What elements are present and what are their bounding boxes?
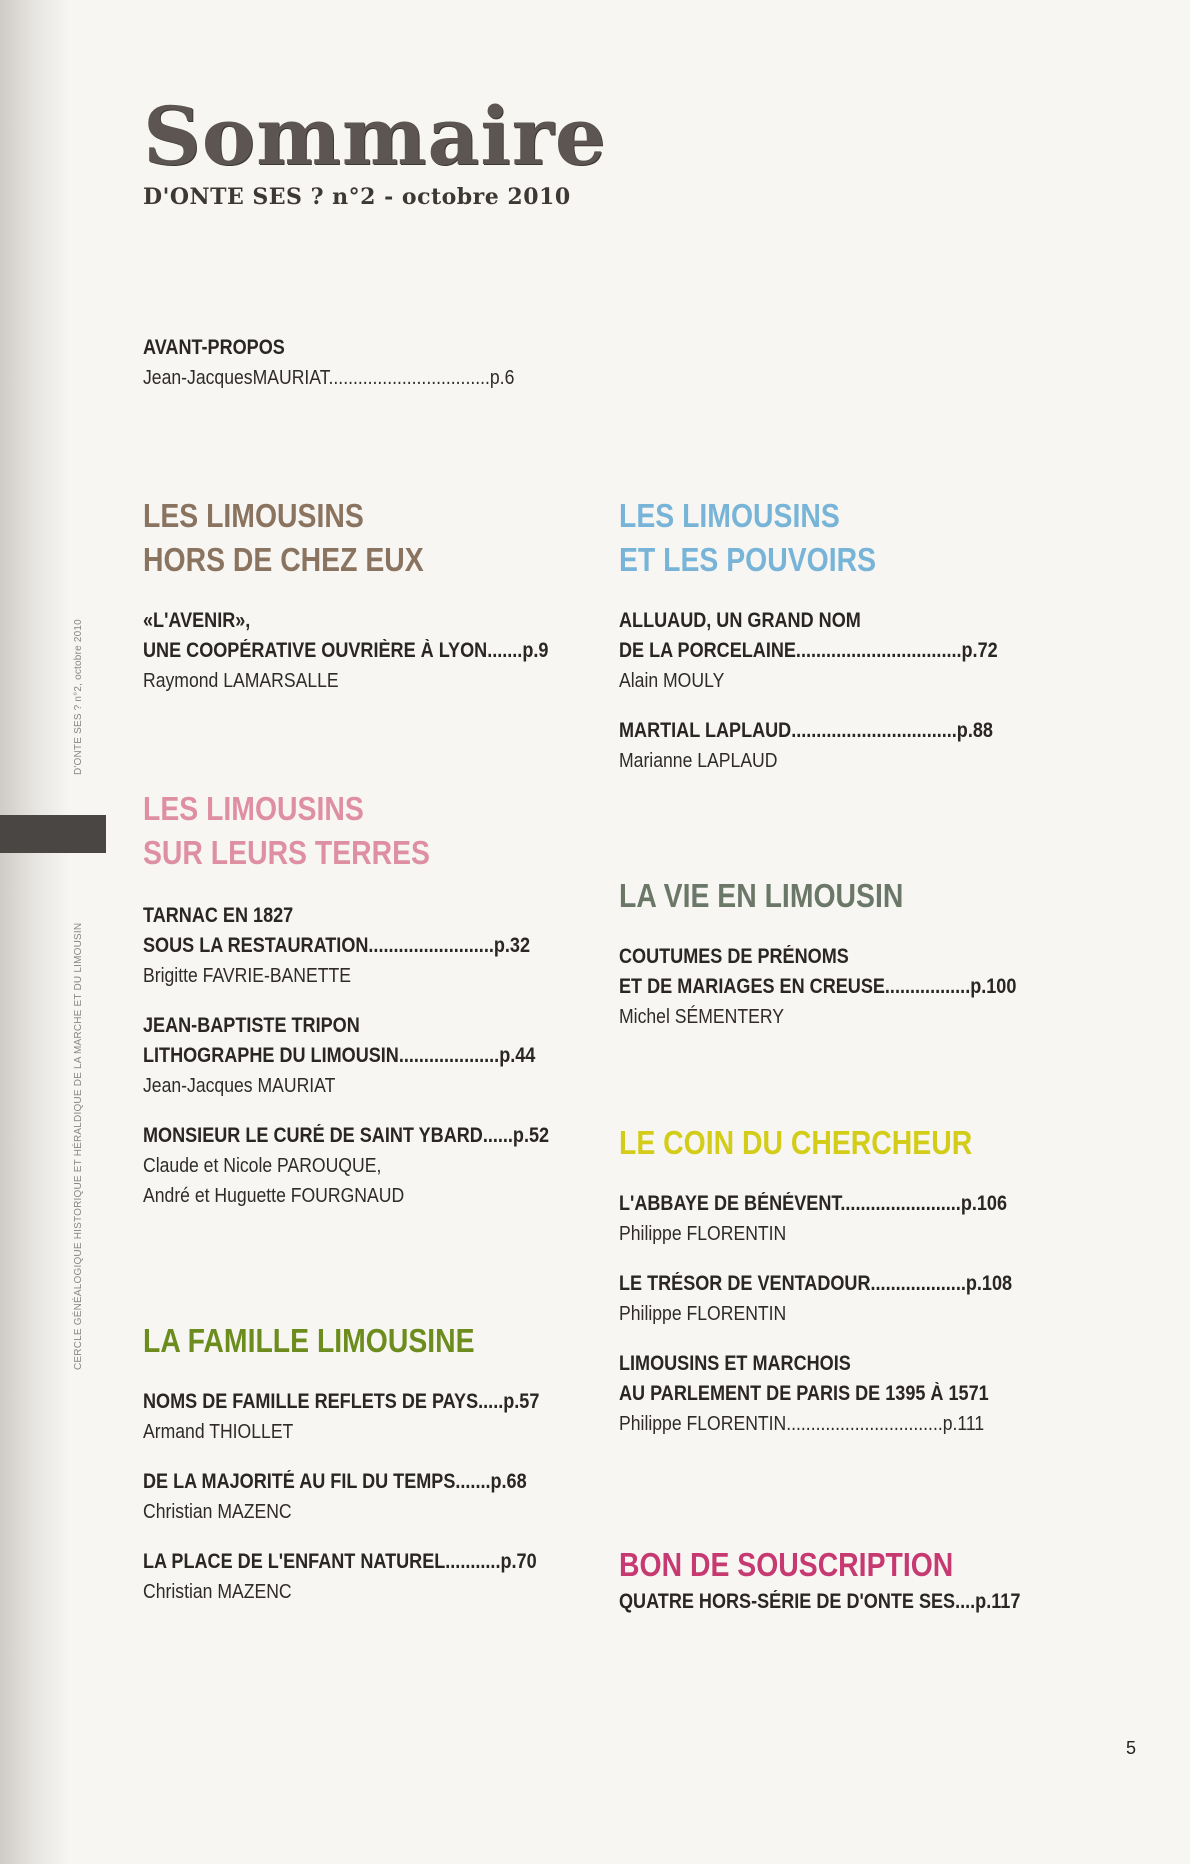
toc-entry[interactable] [619, 606, 1059, 696]
entry-author: Raymond LAMARSALLE [143, 670, 339, 692]
issue-subtitle: D'ONTE SES ? n°2 - octobre 2010 [143, 184, 571, 210]
section-bon-de-souscription [619, 1543, 1086, 1617]
section-vie-en-limousin [619, 874, 1081, 1032]
entry-author: Michel SÉMENTERY [619, 1006, 784, 1028]
entry-title: SOUS LA RESTAURATION.........................p.32 [143, 934, 530, 957]
toc-entry[interactable] [143, 1011, 615, 1101]
toc-entry[interactable] [619, 942, 1081, 1032]
entry-title: MONSIEUR LE CURÉ DE SAINT YBARD......p.52 [143, 1124, 550, 1147]
entry-author: Claude et Nicole PAROUQUE, [143, 1155, 382, 1177]
entry-title: AVANT-PROPOS [143, 336, 285, 359]
section-title: LA FAMILLE LIMOUSINE [143, 1322, 475, 1359]
section-et-les-pouvoirs [619, 494, 1059, 776]
avant-propos-block [143, 333, 565, 393]
entry-title: QUATRE HORS-SÉRIE DE D'ONTE SES....p.117 [619, 1590, 1021, 1613]
section-title: LE COIN DU CHERCHEUR [619, 1124, 973, 1161]
toc-entry[interactable] [143, 1467, 604, 1527]
entry-author: Armand THIOLLET [143, 1421, 294, 1443]
entry-author: Alain MOULY [619, 670, 725, 692]
toc-entry[interactable] [143, 1121, 615, 1211]
section-coin-du-chercheur [619, 1121, 1076, 1439]
entry-title: ET DE MARIAGES EN CREUSE.................p.100 [619, 975, 1017, 998]
entry-title: LE TRÉSOR DE VENTADOUR...................p.108 [619, 1272, 1013, 1295]
entry-author: Jean-Jacques MAURIAT [143, 1075, 336, 1097]
toc-entry[interactable] [143, 1387, 604, 1447]
entry-title: LA PLACE DE L'ENFANT NATUREL...........p.70 [143, 1550, 537, 1573]
section-title: LES LIMOUSINS [143, 497, 364, 534]
entry-title: LITHOGRAPHE DU LIMOUSIN....................p.44 [143, 1044, 536, 1067]
entry-title: DE LA PORCELAINE.................................p.72 [619, 639, 998, 662]
entry-title: JEAN-BAPTISTE TRIPON [143, 1014, 360, 1037]
toc-entry[interactable] [619, 716, 1059, 776]
entry-title: ALLUAUD, UN GRAND NOM [619, 609, 861, 632]
entry-title: UNE COOPÉRATIVE OUVRIÈRE À LYON.......p.9 [143, 639, 549, 662]
entry-title: AU PARLEMENT DE PARIS DE 1395 À 1571 [619, 1382, 989, 1405]
section-title: LA VIE EN LIMOUSIN [619, 877, 904, 914]
toc-entry[interactable] [619, 1189, 1076, 1249]
entry-author: Brigitte FAVRIE-BANETTE [143, 965, 351, 987]
entry-author: Philippe FLORENTIN [619, 1303, 787, 1325]
entry-author: Philippe FLORENTIN [619, 1223, 787, 1245]
entry-title: TARNAC EN 1827 [143, 904, 294, 927]
spine-tab [0, 815, 106, 853]
entry-title: «L'AVENIR», [143, 609, 251, 632]
toc-entry[interactable] [619, 1587, 1086, 1617]
entry-title: NOMS DE FAMILLE REFLETS DE PAYS.....p.57 [143, 1390, 540, 1413]
section-hors-de-chez-eux [143, 494, 614, 696]
section-title: LES LIMOUSINS [619, 497, 840, 534]
section-title: ET LES POUVOIRS [619, 541, 877, 578]
section-sur-leurs-terres [143, 787, 615, 1211]
entry-title: MARTIAL LAPLAUD.................................p.88 [619, 719, 993, 742]
entry-title: L'ABBAYE DE BÉNÉVENT........................p.106 [619, 1192, 1008, 1215]
toc-entry[interactable] [143, 606, 614, 696]
section-title: BON DE SOUSCRIPTION [619, 1546, 954, 1583]
toc-entry[interactable] [619, 1349, 1076, 1439]
entry-title: COUTUMES DE PRÉNOMS [619, 945, 849, 968]
entry-author: André et Huguette FOURGNAUD [143, 1185, 405, 1207]
section-title: LES LIMOUSINS [143, 790, 364, 827]
spine-society-text: CERCLE GÉNÉALOGIQUE HISTORIQUE ET HÉRALDIQUE DE LA MARCHE ET DU LIMOUSIN [73, 922, 84, 1370]
entry-author: Christian MAZENC [143, 1581, 292, 1603]
toc-entry[interactable] [143, 1547, 604, 1607]
entry-author: Marianne LAPLAUD [619, 750, 778, 772]
section-famille-limousine [143, 1319, 604, 1607]
section-title: SUR LEURS TERRES [143, 834, 430, 871]
entry-author: Philippe FLORENTIN................................p.111 [619, 1413, 985, 1435]
section-title: HORS DE CHEZ EUX [143, 541, 424, 578]
page-title: Sommaire [143, 89, 607, 183]
entry-title: LIMOUSINS ET MARCHOIS [619, 1352, 851, 1375]
toc-entry[interactable] [619, 1269, 1076, 1329]
page-gutter-shadow [0, 0, 70, 1864]
entry-author: Christian MAZENC [143, 1501, 292, 1523]
entry-title: DE LA MAJORITÉ AU FIL DU TEMPS.......p.68 [143, 1470, 527, 1493]
spine-issue-text: D'ONTE SES ? n°2, octobre 2010 [73, 619, 84, 775]
toc-entry[interactable] [143, 901, 615, 991]
entry-author: Jean-JacquesMAURIAT.................................p.6 [143, 367, 515, 389]
page-number: 5 [1126, 1738, 1137, 1758]
